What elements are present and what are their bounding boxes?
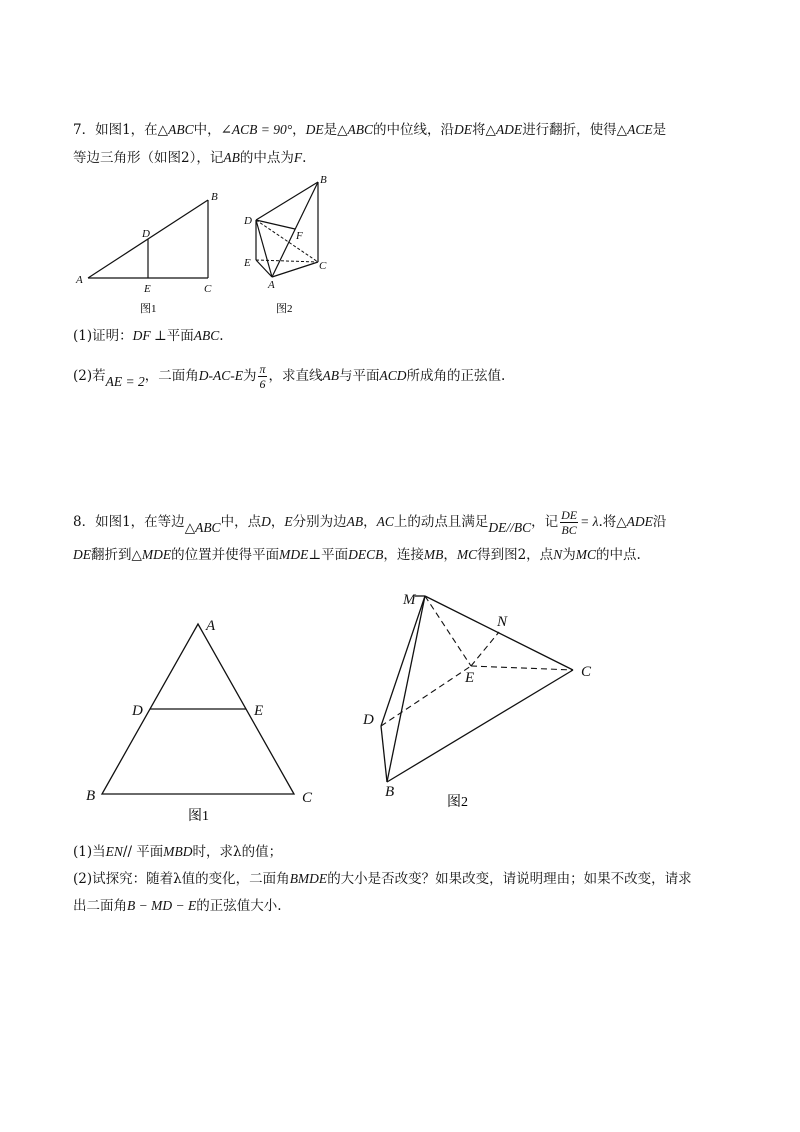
pi-over-6: $\frac{\pi}{6}$ [259, 362, 266, 391]
q7-fig2-label-e: E [244, 257, 251, 269]
q8-fig2-label-m: M [403, 592, 416, 608]
q7-fig2-label-a: A [268, 279, 275, 291]
q8-fig1-label-d: D [132, 703, 143, 719]
q8-fig2-label-n: N [497, 614, 508, 630]
q8-part2-line1: (2)试探究：随着λ值的变化，二面角BMDE的大小是否改变？如果改变，请说明理由；如果不改变，请求 [73, 871, 692, 887]
q8-fig1-label-b: B [86, 788, 96, 804]
q8-fig2-caption: 图2 [447, 795, 468, 810]
q7-figure-2 [240, 172, 350, 322]
q7-fig1-label-d: D [142, 228, 150, 240]
q7-fig2-label-f: F [296, 230, 303, 242]
q8-fig1-caption: 图1 [188, 809, 209, 824]
q8-line2: DE翻折到△MDE的位置并使得平面MDE⊥平面DECB，连接MB，MC得到图2，点N为MC的中点. [73, 547, 641, 563]
q8-fig1-label-e: E [254, 703, 264, 719]
q7-line2: 等边三角形（如图2），记AB的中点为F. [73, 150, 307, 166]
q8-fig2-label-b: B [385, 784, 395, 800]
q7-fig1-caption: 图1 [140, 303, 157, 315]
q8-part2-line2: 出二面角B − MD − E的正弦值大小. [73, 898, 282, 914]
angle-expr: ∠ACB = 90° [220, 122, 293, 137]
q8-fig1-label-c: C [302, 790, 313, 806]
q8-fig2-label-e: E [465, 670, 475, 686]
q8-fig1-label-a: A [206, 618, 216, 634]
q7-figure-1 [70, 188, 230, 318]
q7-fig1-label-b: B [211, 191, 218, 203]
q8-line1: 8．如图1，在等边△ABC中，点D，E分别为边AB，AC上的动点且满足DE//BC，记 $\frac{DE}{BC}$ = λ.将△ADE沿 [73, 508, 667, 537]
q7-line1: 7．如图1，在△ABC中，∠ACB = 90°，DE是△ABC的中位线，沿DE将△ADE进行翻折，使得△ACE是 [73, 122, 667, 138]
q7-fig2-caption: 图2 [276, 303, 293, 315]
q8-figure-1 [80, 612, 330, 827]
q7-fig1-label-c: C [204, 283, 212, 295]
q7-part1: (1)证明：DF ⊥平面ABC. [73, 328, 224, 344]
q8-fig2-label-c: C [581, 664, 592, 680]
q7-part2: (2)若AE = 2，二面角D-AC-E为 $\frac{\pi}{6}$ ，求直线AB与平面ACD所成角的正弦值. [73, 362, 506, 391]
q8-figure-2 [355, 582, 605, 817]
q7-fig2-label-d: D [244, 215, 252, 227]
q8-fig2-label-d: D [363, 712, 374, 728]
de-over-bc: $\frac{DE}{BC}$ [561, 508, 578, 537]
q7-fig1-label-e: E [144, 283, 151, 295]
q7-fig2-label-c: C [319, 260, 327, 272]
q7-fig1-label-a: A [76, 274, 83, 286]
q7-fig2-label-b: B [320, 174, 327, 186]
q8-part1: (1)当EN// 平面MBD时，求λ的值； [73, 844, 283, 860]
